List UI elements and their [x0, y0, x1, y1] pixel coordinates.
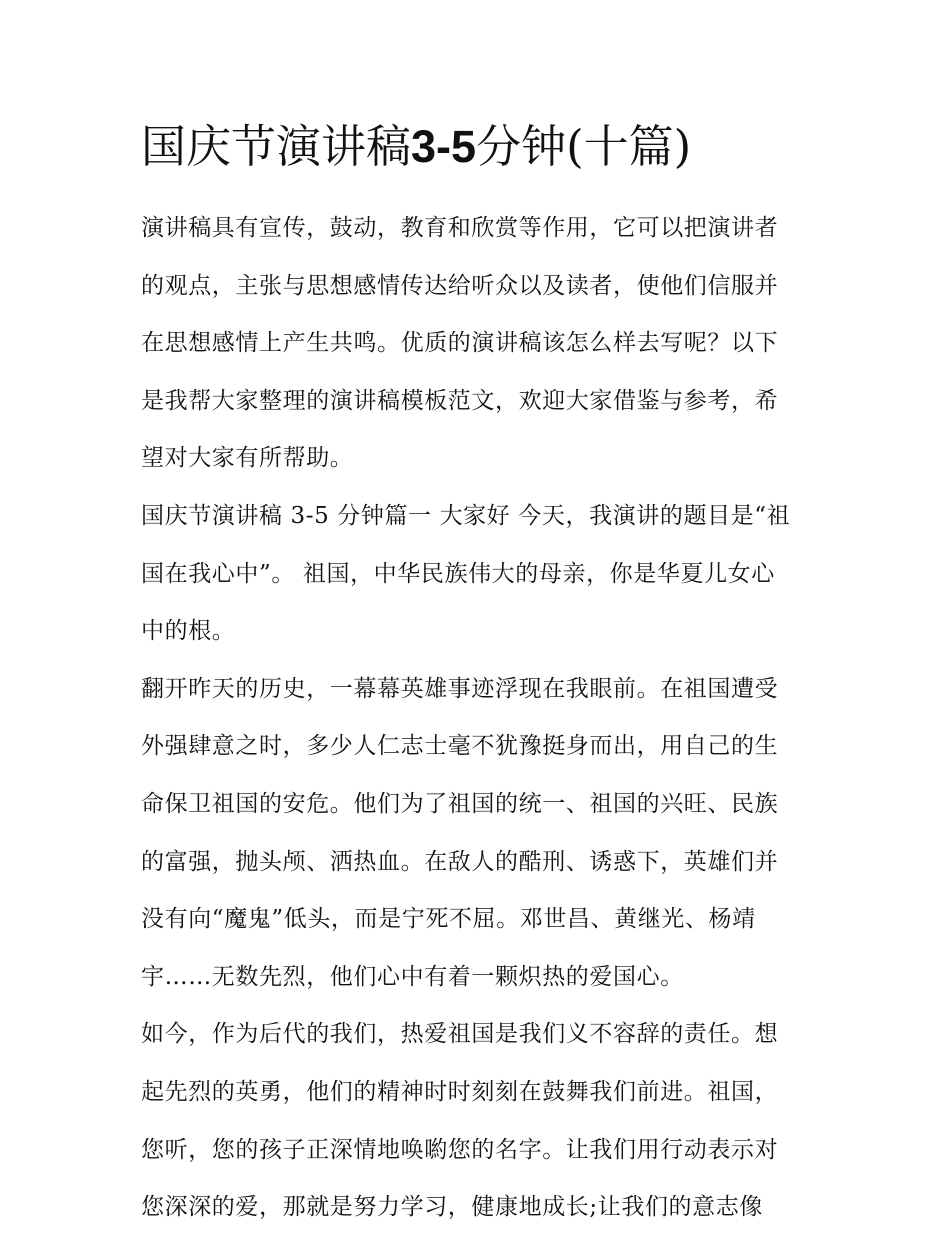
text-line: 国庆节演讲稿 3-5 分钟篇一 大家好 今天，我演讲的题目是“祖 — [141, 502, 791, 529]
text-line: 望对大家有所帮助。 — [141, 445, 354, 472]
title-tail: 分钟(十篇) — [476, 120, 692, 173]
text-line: 国在我心中”。 祖国，中华民族伟大的母亲，你是华夏儿女心 — [141, 560, 775, 587]
body-text — [141, 200, 821, 1237]
text-line: 在思想感情上产生共鸣。优质的演讲稿该怎么样去写呢？以下 — [141, 330, 779, 357]
text-line: 的富强，抛头颅、洒热血。在敌人的酷刑、诱惑下，英雄们并 — [141, 848, 779, 875]
title-main: 国庆节演讲稿 — [141, 120, 412, 173]
text-line: 您深深的爱，那就是努力学习，健康地成长;让我们的意志像 — [141, 1194, 763, 1221]
text-line: 起先烈的英勇，他们的精神时时刻刻在鼓舞我们前进。祖国， — [141, 1078, 779, 1105]
text-line: 是我帮大家整理的演讲稿模板范文，欢迎大家借鉴与参考，希 — [141, 387, 779, 414]
text-line: 命保卫祖国的安危。他们为了祖国的统一、祖国的兴旺、民族 — [141, 790, 779, 817]
text-line: 如今，作为后代的我们，热爱祖国是我们义不容辞的责任。想 — [141, 1021, 779, 1048]
text-line: 没有向“魔鬼”低头，而是宁死不屈。邓世昌、黄继光、杨靖 — [141, 906, 756, 933]
text-line: 您听，您的孩子正深情地唤喲您的名字。让我们用行动表示对 — [141, 1136, 779, 1163]
text-line: 中的根。 — [141, 618, 236, 645]
title-number: 3-5 — [411, 121, 477, 172]
text-line: 宇……无数先烈，他们心中有着一颗炽热的爱国心。 — [141, 963, 684, 990]
text-line: 外强肆意之时，多少人仁志士毫不犹豫挺身而出，用自己的生 — [141, 733, 779, 760]
text-line: 翻开昨天的历史，一幕幕英雄事迹浮现在我眼前。在祖国遭受 — [141, 675, 779, 702]
page-title — [141, 112, 831, 182]
text-line: 演讲稿具有宣传，鼓动，教育和欣赏等作用，它可以把演讲者 — [141, 215, 779, 241]
text-line: 的观点，主张与思想感情传达给听众以及读者，使他们信服并 — [141, 272, 779, 299]
